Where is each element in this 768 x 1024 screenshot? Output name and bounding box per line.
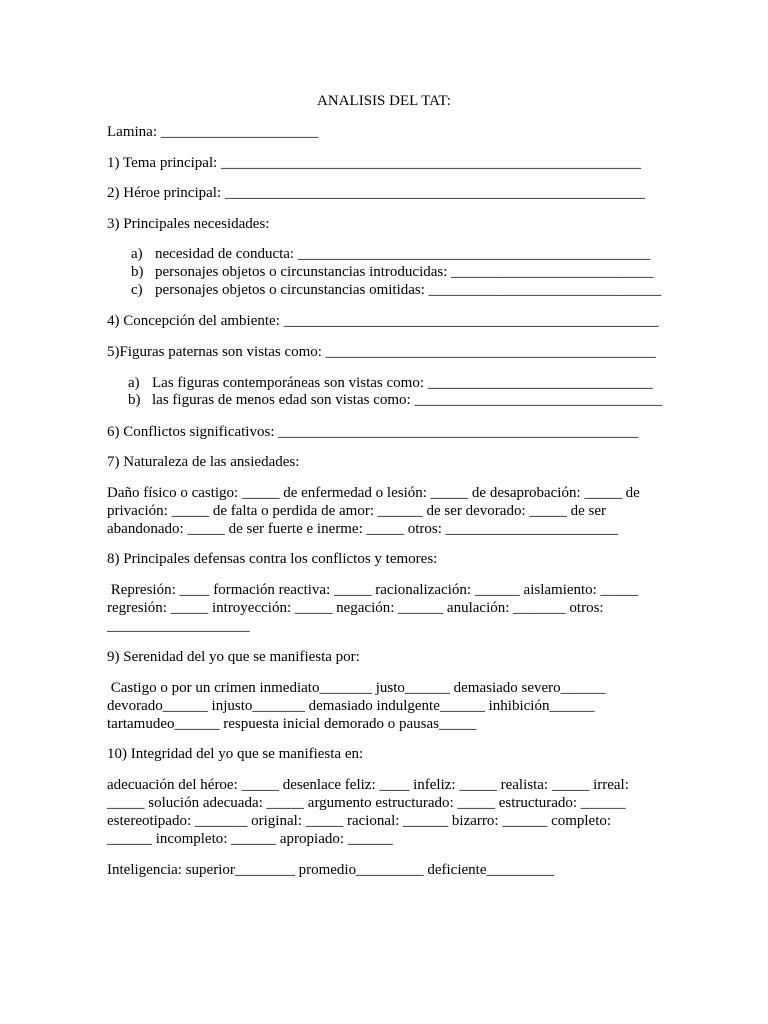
list-marker: a) [128,375,140,391]
question-2: 2) Héroe principal: ________________________________________________________ [107,185,645,201]
document-title: ANALISIS DEL TAT: [317,93,451,109]
question-3-label: 3) Principales necesidades: [107,216,270,232]
list-text: personajes objetos o circunstancias omitidas: _______________________________ [155,282,662,298]
question-9-line: tartamudeo______ respuesta inicial demorado o pausas_____ [107,716,477,732]
question-7-line: privación: _____ de falta o perdida de amor: ______ de ser devorado: _____ de ser [107,503,607,519]
question-10-line: estereotipado: _______ original: _____ racional: ______ bizarro: ______ completo: [107,813,612,829]
list-item [131,246,650,263]
list-item [128,375,653,392]
lamina-line: Lamina: _____________________ [107,124,319,140]
list-item [131,264,654,281]
list-item [131,282,661,299]
question-10-line: _____ solución adecuada: _____ argumento estructurado: _____ estructurado: ______ [107,795,626,811]
list-marker: a) [131,246,143,262]
question-7-line: Daño físico o castigo: _____ de enfermedad o lesión: _____ de desaprobación: _____ de [107,485,640,501]
list-text: las figuras de menos edad son vistas como: _________________________________ [152,392,662,408]
list-text: necesidad de conducta: _______________________________________________ [155,246,651,262]
inteligencia-line: Inteligencia: superior________ promedio_________ deficiente_________ [107,862,554,878]
question-10-label: 10) Integridad del yo que se manifiesta en: [107,746,364,762]
question-9-line: devorado______ injusto_______ demasiado indulgente______ inhibición______ [107,698,595,714]
list-text: Las figuras contemporáneas son vistas como: ______________________________ [152,375,653,391]
question-8-line: ___________________ [107,618,250,634]
question-10-line: ______ incompleto: ______ apropiado: ______ [107,831,393,847]
question-8-line: regresión: _____ introyección: _____ negación: ______ anulación: _______ otros: [107,600,604,616]
list-item [128,392,662,409]
list-text: personajes objetos o circunstancias introducidas: ___________________________ [155,264,654,280]
question-8-line: Represión: ____ formación reactiva: _____ racionalización: ______ aislamiento: _____ [107,582,639,598]
question-6: 6) Conflictos significativos: ________________________________________________ [107,424,639,440]
question-9-line: Castigo o por un crimen inmediato_______ justo______ demasiado severo______ [107,680,606,696]
list-marker: b) [128,392,141,408]
question-4: 4) Concepción del ambiente: __________________________________________________ [107,313,659,329]
question-10-line: adecuación del héroe: _____ desenlace feliz: ____ infeliz: _____ realista: _____ irreal: [107,777,629,793]
list-marker: b) [131,264,144,280]
question-8-label: 8) Principales defensas contra los conflictos y temores: [107,551,438,567]
question-5-label: 5)Figuras paternas son vistas como: ____________________________________________ [107,344,656,360]
list-marker: c) [131,282,143,298]
question-1: 1) Tema principal: ________________________________________________________ [107,155,642,171]
question-7-label: 7) Naturaleza de las ansiedades: [107,454,300,470]
question-9-label: 9) Serenidad del yo que se manifiesta por: [107,649,360,665]
question-7-line: abandonado: _____ de ser fuerte e inerme: _____ otros: _______________________ [107,521,619,537]
